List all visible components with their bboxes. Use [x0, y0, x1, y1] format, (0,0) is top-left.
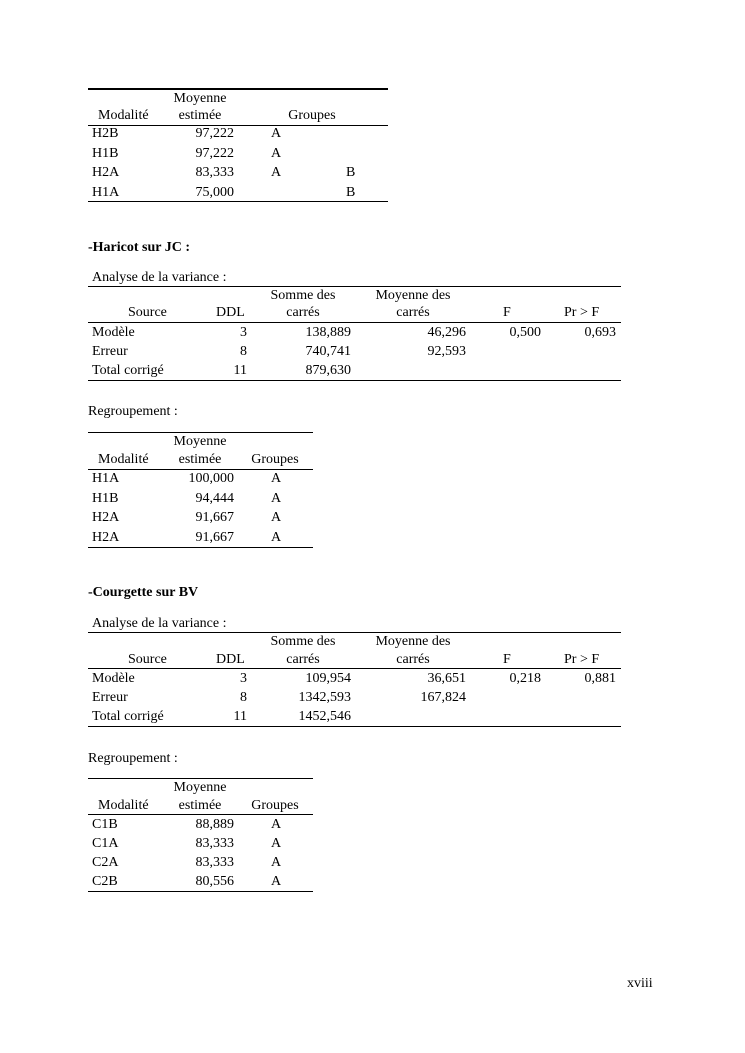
cell-moyenne: 46,296: [427, 325, 466, 340]
header-f: F: [503, 305, 511, 320]
table-rule: [88, 891, 313, 892]
cell-f: 0,218: [509, 671, 541, 686]
cell-groupe: A: [271, 471, 282, 486]
header-moyenne-l1: Moyenne: [173, 780, 227, 795]
cell-ddl: 8: [240, 344, 247, 359]
cell-moyenne: 94,444: [195, 491, 234, 506]
table-rule: [88, 322, 621, 323]
header-somme-l2: carrés: [286, 305, 320, 320]
cell-moyenne: 97,222: [195, 126, 234, 141]
header-moyenne-l1: Moyenne: [173, 434, 227, 449]
table-rule: [88, 726, 621, 727]
anova-caption: Analyse de la variance :: [92, 616, 227, 631]
header-groupes: Groupes: [251, 452, 299, 467]
header-moyenne-l2: estimée: [178, 452, 222, 467]
cell-modalite: C2B: [92, 874, 118, 889]
cell-groupe-1: A: [271, 146, 282, 161]
cell-groupe-1: A: [271, 126, 282, 141]
cell-modalite: H2B: [92, 126, 119, 141]
header-somme-l1: Somme des: [270, 634, 336, 649]
cell-moyenne: 97,222: [195, 146, 234, 161]
table-rule: [88, 547, 313, 548]
cell-source: Erreur: [92, 690, 128, 705]
cell-modalite: H1A: [92, 471, 120, 486]
header-groupes: Groupes: [251, 798, 299, 813]
header-somme-l1: Somme des: [270, 288, 336, 303]
cell-somme: 1452,546: [298, 709, 351, 724]
cell-source: Modèle: [92, 671, 135, 686]
header-groupes: Groupes: [288, 108, 336, 123]
header-moyenne-l1: Moyenne: [173, 91, 227, 106]
cell-modalite: H1A: [92, 185, 120, 200]
header-ddl: DDL: [216, 652, 245, 667]
cell-moyenne: 91,667: [195, 530, 234, 545]
table-rule: [88, 632, 621, 633]
header-source: Source: [128, 652, 167, 667]
cell-source: Total corrigé: [92, 709, 164, 724]
cell-modalite: H2A: [92, 165, 120, 180]
cell-source: Total corrigé: [92, 363, 164, 378]
cell-moyenne: 83,333: [195, 836, 234, 851]
page-number: xviii: [627, 976, 653, 991]
cell-ddl: 3: [240, 671, 247, 686]
table-rule: [88, 432, 313, 433]
cell-groupe: A: [271, 510, 282, 525]
cell-ddl: 8: [240, 690, 247, 705]
cell-somme: 740,741: [305, 344, 351, 359]
table-rule: [88, 469, 313, 470]
table-rule: [88, 88, 388, 90]
table-rule: [88, 380, 621, 381]
cell-groupe-1: A: [271, 165, 282, 180]
cell-moyenne: 80,556: [195, 874, 234, 889]
cell-somme: 109,954: [305, 671, 351, 686]
section-title-haricot: -Haricot sur JC :: [88, 240, 190, 255]
table-rule: [88, 125, 388, 126]
header-ddl: DDL: [216, 305, 245, 320]
regroupement-caption: Regroupement :: [88, 404, 178, 419]
header-modalite: Modalité: [98, 452, 149, 467]
cell-source: Modèle: [92, 325, 135, 340]
anova-caption: Analyse de la variance :: [92, 270, 227, 285]
cell-pr: 0,693: [584, 325, 616, 340]
header-moyenne-l2: carrés: [396, 652, 430, 667]
table-rule: [88, 778, 313, 779]
cell-ddl: 11: [233, 363, 247, 378]
cell-modalite: H1B: [92, 146, 119, 161]
cell-moyenne: 83,333: [195, 855, 234, 870]
cell-groupe: A: [271, 530, 282, 545]
cell-moyenne: 88,889: [195, 817, 234, 832]
cell-f: 0,500: [509, 325, 541, 340]
cell-moyenne: 92,593: [427, 344, 466, 359]
cell-moyenne: 91,667: [195, 510, 234, 525]
regroupement-caption: Regroupement :: [88, 751, 178, 766]
section-title-courgette: -Courgette sur BV: [88, 585, 199, 600]
header-somme-l2: carrés: [286, 652, 320, 667]
cell-modalite: H1B: [92, 491, 119, 506]
cell-modalite: C1B: [92, 817, 118, 832]
cell-moyenne: 36,651: [427, 671, 466, 686]
cell-moyenne: 83,333: [195, 165, 234, 180]
cell-moyenne: 100,000: [188, 471, 234, 486]
header-f: F: [503, 652, 511, 667]
header-pr: Pr > F: [564, 652, 600, 667]
table-rule: [88, 814, 313, 815]
cell-modalite: H2A: [92, 530, 120, 545]
header-moyenne-l2: estimée: [178, 108, 222, 123]
cell-ddl: 3: [240, 325, 247, 340]
cell-moyenne: 167,824: [420, 690, 466, 705]
header-moyenne-l2: estimée: [178, 798, 222, 813]
cell-groupe-2: B: [346, 165, 356, 180]
cell-ddl: 11: [233, 709, 247, 724]
header-modalite: Modalité: [98, 108, 149, 123]
cell-modalite: H2A: [92, 510, 120, 525]
cell-somme: 138,889: [305, 325, 351, 340]
cell-groupe: A: [271, 491, 282, 506]
header-source: Source: [128, 305, 167, 320]
cell-groupe: A: [271, 817, 282, 832]
header-pr: Pr > F: [564, 305, 600, 320]
cell-groupe: A: [271, 855, 282, 870]
cell-source: Erreur: [92, 344, 128, 359]
cell-modalite: C2A: [92, 855, 119, 870]
header-moyenne-l1: Moyenne des: [375, 288, 451, 303]
cell-somme: 1342,593: [298, 690, 351, 705]
cell-somme: 879,630: [305, 363, 351, 378]
header-moyenne-l1: Moyenne des: [375, 634, 451, 649]
cell-groupe-2: B: [346, 185, 356, 200]
header-moyenne-l2: carrés: [396, 305, 430, 320]
cell-moyenne: 75,000: [195, 185, 234, 200]
table-rule: [88, 286, 621, 287]
cell-pr: 0,881: [584, 671, 616, 686]
table-rule: [88, 201, 388, 202]
cell-groupe: A: [271, 836, 282, 851]
cell-groupe: A: [271, 874, 282, 889]
cell-modalite: C1A: [92, 836, 119, 851]
header-modalite: Modalité: [98, 798, 149, 813]
table-rule: [88, 668, 621, 669]
